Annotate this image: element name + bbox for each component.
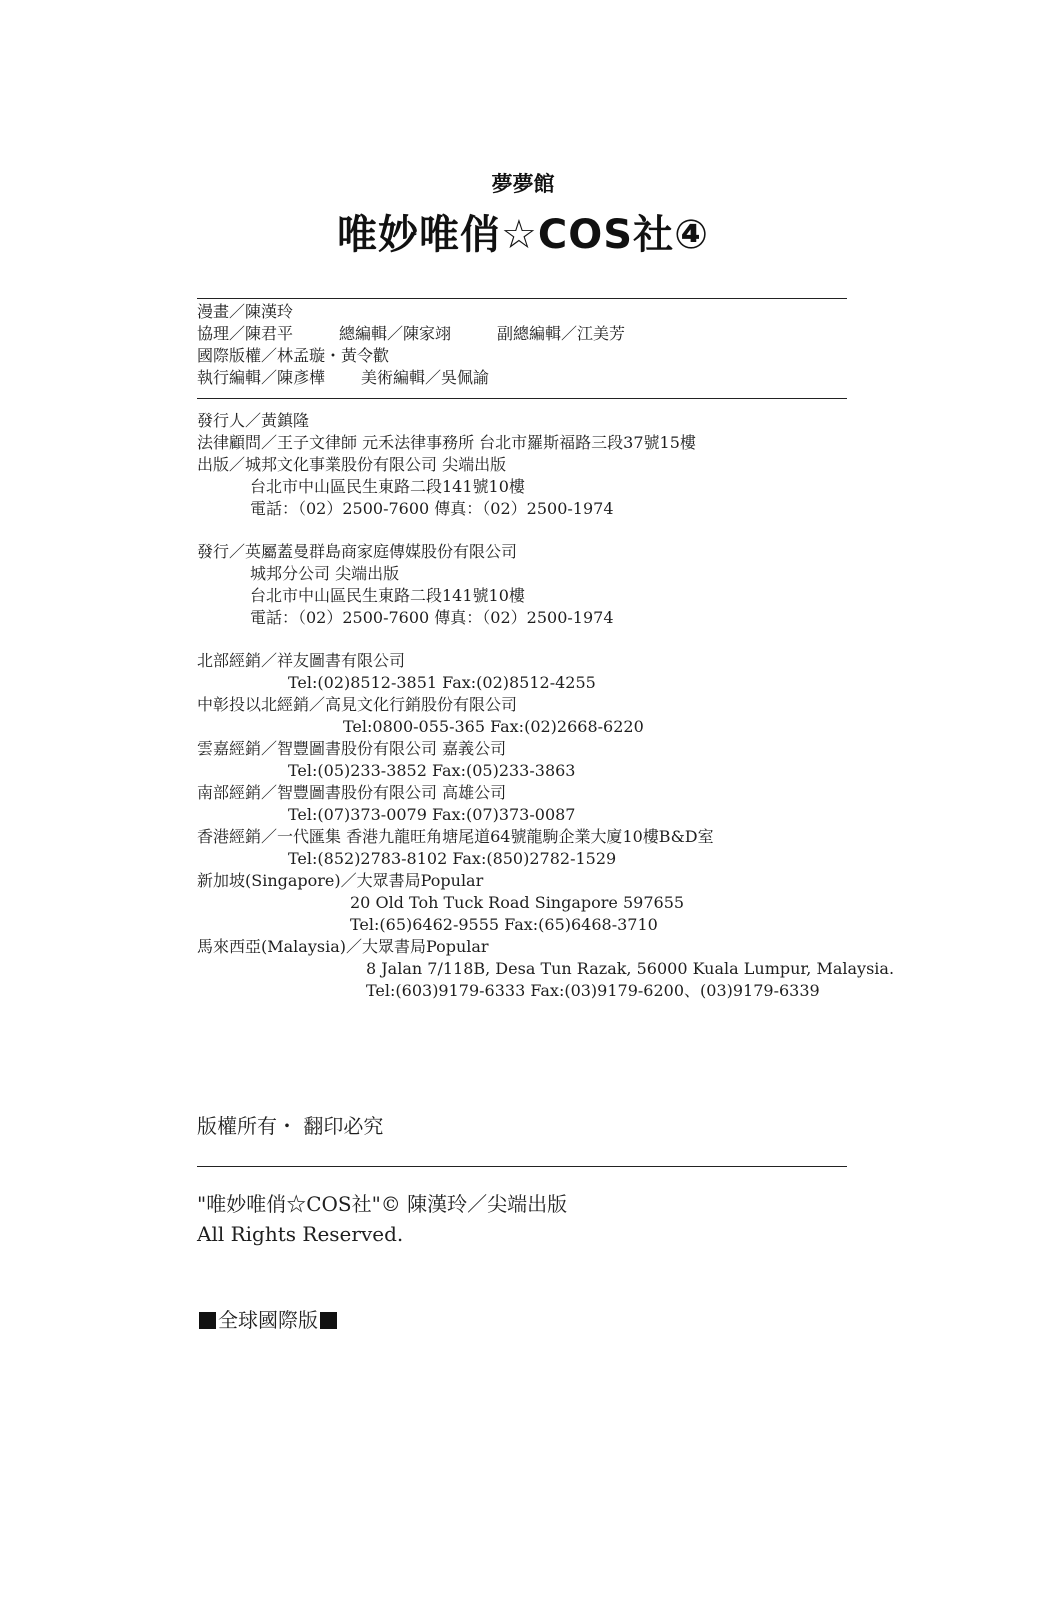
all-rights-reserved: All Rights Reserved.: [197, 1222, 404, 1246]
dist-malaysia: 馬來西亞(Malaysia)／大眾書局Popular: [197, 937, 489, 956]
credit-art-editor: 美術編輯／吳佩諭: [361, 368, 490, 387]
dist-yunjia: 雲嘉經銷／智豐圖書股份有限公司 嘉義公司: [197, 739, 507, 758]
dist-south-tel: Tel:(07)373-0079 Fax:(07)373-0087: [288, 805, 576, 824]
series-name: 夢夢館: [491, 172, 555, 196]
credit-row-4: [197, 368, 489, 388]
divider-bottom: [197, 1166, 847, 1167]
dist-malaysia-address: 8 Jalan 7/118B, Desa Tun Razak, 56000 Kuala Lumpur, Malaysia.: [366, 959, 895, 978]
publisher-publish: 出版／城邦文化事業股份有限公司 尖端出版: [197, 455, 507, 474]
dist-north: 北部經銷／祥友圖書有限公司: [197, 651, 406, 670]
divider-top: [197, 298, 847, 299]
dist-singapore-address: 20 Old Toh Tuck Road Singapore 597655: [350, 893, 685, 912]
dist-singapore: 新加坡(Singapore)／大眾書局Popular: [197, 871, 484, 890]
black-square-icon: [199, 1312, 216, 1329]
credit-assistant: 協理／陳君平: [197, 324, 294, 343]
dist-central-north-tel: Tel:0800-055-365 Fax:(02)2668-6220: [343, 717, 644, 736]
credit-chief-editor: 總編輯／陳家翊: [339, 324, 452, 343]
publisher-distribute-address: 台北市中山區民生東路二段141號10樓: [250, 586, 525, 605]
credit-manga: 漫畫／陳漢玲: [197, 302, 294, 321]
dist-hongkong: 香港經銷／一代匯集 香港九龍旺角塘尾道64號龍駒企業大廈10樓B&D室: [197, 827, 714, 846]
publisher-publish-phone: 電話：（02）2500-7600 傳真：（02）2500-1974: [250, 499, 614, 518]
publisher-distribute-branch: 城邦分公司 尖端出版: [250, 564, 400, 583]
dist-south: 南部經銷／智豐圖書股份有限公司 高雄公司: [197, 783, 507, 802]
publisher-distribute: 發行／英屬蓋曼群島商家庭傳媒股份有限公司: [197, 542, 518, 561]
rights-notice: 版權所有・ 翻印必究: [197, 1114, 384, 1138]
publisher-distribute-phone: 電話：（02）2500-7600 傳真：（02）2500-1974: [250, 608, 614, 627]
book-title: 唯妙唯俏☆COS社④: [337, 212, 709, 258]
dist-malaysia-tel: Tel:(603)9179-6333 Fax:(03)9179-6200、(03)9179-6339: [366, 981, 820, 1000]
copyright-line: "唯妙唯俏☆COS社"© 陳漢玲／尖端出版: [197, 1192, 568, 1216]
edition-label: 全球國際版: [218, 1308, 318, 1332]
black-square-icon: [320, 1312, 337, 1329]
publisher-publish-address: 台北市中山區民生東路二段141號10樓: [250, 477, 525, 496]
dist-north-tel: Tel:(02)8512-3851 Fax:(02)8512-4255: [288, 673, 596, 692]
credit-intl-rights: 國際版權／林孟璇・黃令歡: [197, 346, 390, 365]
divider-middle: [197, 398, 847, 399]
credit-deputy-chief-editor: 副總編輯／江美芳: [497, 324, 626, 343]
dist-yunjia-tel: Tel:(05)233-3852 Fax:(05)233-3863: [288, 761, 576, 780]
dist-singapore-tel: Tel:(65)6462-9555 Fax:(65)6468-3710: [350, 915, 658, 934]
credit-exec-editor: 執行編輯／陳彥樺: [197, 368, 326, 387]
dist-central-north: 中彰投以北經銷／高見文化行銷股份有限公司: [197, 695, 518, 714]
dist-hongkong-tel: Tel:(852)2783-8102 Fax:(850)2782-1529: [288, 849, 617, 868]
publisher-legal: 法律顧問／王子文律師 元禾法律事務所 台北市羅斯福路三段37號15樓: [197, 433, 696, 452]
publisher-issuer: 發行人／黃鎮隆: [197, 411, 310, 430]
credit-row-2: [197, 324, 625, 344]
edition-line: [197, 1306, 339, 1334]
